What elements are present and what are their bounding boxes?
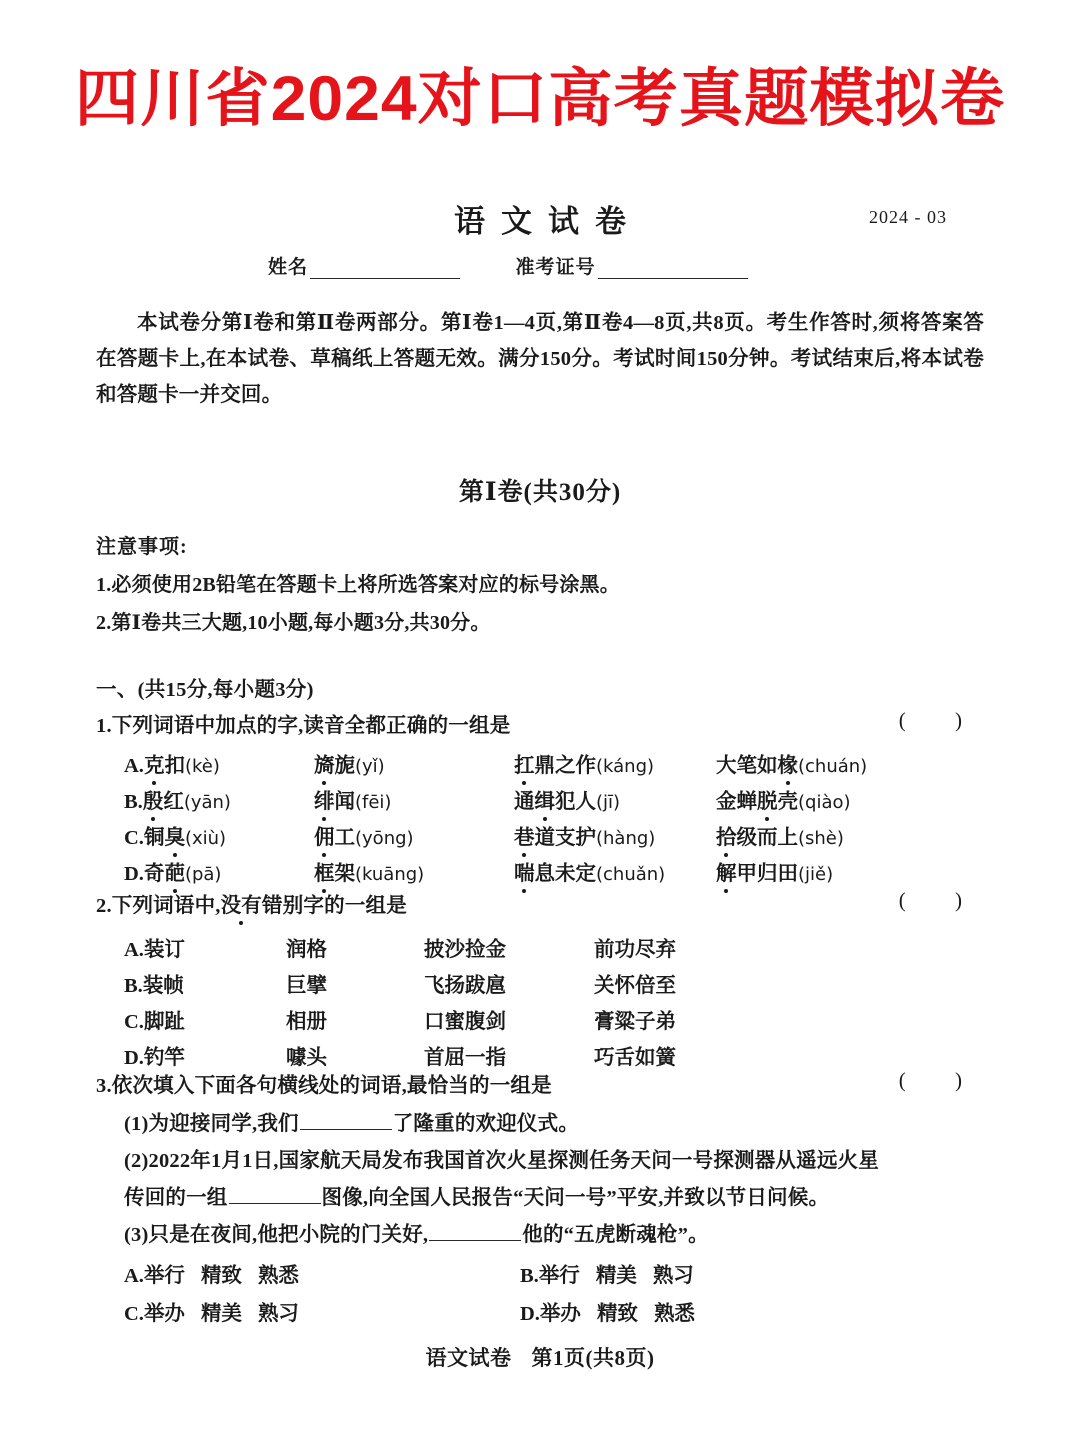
notice-item-1: 1.必须使用2B铅笔在答题卡上将所选答案对应的标号涂黑。	[96, 574, 620, 596]
q3-d-w2: 精致	[596, 1303, 638, 1325]
q1b3-post: 犯人	[555, 791, 596, 813]
q2-d-col-2: 噱头	[286, 1047, 327, 1069]
q3s3-blank[interactable]	[429, 1224, 521, 1241]
q1d1-pinyin: (pā)	[184, 864, 222, 885]
question-1-answer-bracket[interactable]: ( )	[898, 708, 984, 732]
q3s1-blank[interactable]	[300, 1113, 392, 1130]
q1b3-dot: 缉	[535, 784, 556, 814]
q3-c-label: C.	[124, 1303, 144, 1325]
ticket-field[interactable]	[516, 252, 748, 279]
section-heading: 第Ⅰ卷(共30分)	[458, 479, 622, 506]
q3s2-blank[interactable]	[229, 1187, 321, 1204]
name-label: 姓名	[268, 257, 309, 278]
q2d1: 钓竿	[143, 1047, 185, 1069]
q1d1-dot: 葩	[164, 856, 185, 886]
q1d1-pre: 奇	[143, 863, 165, 885]
q1-c-col-2	[314, 820, 414, 850]
q1a2-dot: 旖	[314, 748, 335, 778]
q1a2-pinyin: (yǐ)	[355, 756, 385, 777]
question-3-stem	[96, 1068, 984, 1098]
q2b1: 装帧	[142, 975, 184, 997]
question-2-option-c[interactable]	[124, 1004, 984, 1040]
q1b4-pinyin: (qiào)	[798, 792, 851, 813]
q3-b-w1: 举行	[538, 1265, 580, 1287]
q1-b-label: B.	[124, 791, 143, 813]
q2-c-label: C.	[124, 1011, 144, 1033]
q1b1-pinyin: (yān)	[183, 792, 231, 813]
question-3-sub-3	[124, 1217, 984, 1254]
question-3-sub-2-line-1	[124, 1143, 984, 1180]
footer-paper-name: 语文试卷	[425, 1346, 512, 1370]
q1a1-pinyin: (kè)	[184, 756, 220, 777]
q1c1-dot: 臭	[164, 820, 185, 850]
q2-d-col-3: 首屈一指	[424, 1047, 506, 1069]
name-input-rule[interactable]	[310, 261, 460, 279]
q1c3-post: 道支护	[534, 827, 596, 849]
q1-c-col-4	[716, 820, 844, 850]
q1-b-col-3	[514, 784, 620, 814]
q1-a-col-2	[314, 748, 385, 778]
q3-c-w3: 熟习	[257, 1303, 299, 1325]
notice-title: 注意事项:	[96, 536, 188, 558]
question-3-option-b[interactable]	[520, 1258, 694, 1288]
question-1-stem	[96, 708, 984, 738]
question-1-option-a[interactable]	[124, 748, 984, 784]
q2-d-col-1	[124, 1040, 185, 1070]
q3s1-pre: (1)为迎接同学,我们	[124, 1113, 299, 1135]
q2-b-col-3: 飞扬跋扈	[424, 975, 506, 997]
q1a3-pinyin: (káng)	[596, 756, 655, 777]
paper-header	[0, 196, 1080, 242]
q2-b-col-4: 关怀倍至	[594, 975, 676, 997]
q1b3-pinyin: (jī)	[596, 792, 621, 813]
q1b1-dot: 殷	[143, 784, 164, 814]
page-footer	[0, 1342, 1080, 1372]
name-field[interactable]	[268, 252, 460, 279]
q2-c-col-3: 口蜜腹剑	[424, 1011, 506, 1033]
ticket-input-rule[interactable]	[598, 261, 748, 279]
q3-d-w1: 举办	[539, 1303, 581, 1325]
question-2-number: 2.	[96, 895, 112, 917]
q2-d-col-4: 巧舌如簧	[594, 1047, 676, 1069]
question-3-option-d[interactable]	[520, 1296, 695, 1326]
q1d3-pinyin: (chuǎn)	[596, 864, 666, 885]
question-1-option-c[interactable]	[124, 820, 984, 856]
q3s3-post: 他的“五虎断魂枪”。	[522, 1224, 709, 1246]
q1b2-post: 闻	[334, 791, 355, 813]
q1-d-col-2	[314, 856, 424, 886]
q3-a-w2: 精致	[200, 1265, 242, 1287]
q3s3-pre: (3)只是在夜间,他把小院的门关好,	[124, 1224, 429, 1246]
q2-d-label: D.	[124, 1047, 144, 1069]
q1b1-post: 红	[163, 791, 184, 813]
q1c2-post: 工	[334, 827, 355, 849]
question-2-option-b[interactable]	[124, 968, 984, 1004]
question-3-answers-row-1	[124, 1258, 984, 1296]
q1-a-col-1	[124, 748, 220, 778]
q3-b-w3: 熟习	[652, 1265, 694, 1287]
q1b4-pre: 金蝉	[716, 791, 757, 813]
question-3-answer-bracket[interactable]: ( )	[898, 1068, 984, 1092]
q3-b-label: B.	[520, 1265, 539, 1287]
q2-a-col-2: 润格	[286, 939, 327, 961]
exam-instructions-text: 本试卷分第Ⅰ卷和第Ⅱ卷两部分。第Ⅰ卷1—4页,第Ⅱ卷4—8页,共8页。考生作答时,须将答案答在答题卡上,在本试卷、草稿纸上答题无效。满分150分。考试时间150分钟。考试结束后,将本试卷和答题卡一并交回。	[96, 312, 984, 406]
q1c3-pinyin: (hàng)	[596, 828, 656, 849]
q2-a-label: A.	[124, 939, 144, 961]
q1a4-pinyin: (chuán)	[798, 756, 868, 777]
q1c1-pinyin: (xiù)	[184, 828, 227, 849]
q1-d-col-1	[124, 856, 221, 886]
q1-b-col-4	[716, 784, 851, 814]
candidate-id-line	[268, 252, 888, 284]
question-1-number: 1.	[96, 715, 112, 737]
question-2-dot-1: 没有	[221, 888, 262, 918]
question-3-sub-1	[124, 1106, 984, 1143]
q2-c-col-1	[124, 1004, 185, 1034]
q1a4-dot: 椽	[778, 748, 799, 778]
q1b4-post: 壳	[777, 791, 798, 813]
q1a2-post: 旎	[334, 755, 355, 777]
q1-a-col-4	[716, 748, 867, 778]
q1-a-label: A.	[124, 755, 144, 777]
q1c4-post: 级而上	[736, 827, 798, 849]
question-3-option-a[interactable]	[124, 1258, 299, 1288]
q3s2-line2-pre: 传回的一组	[124, 1187, 228, 1209]
q2-b-col-1	[124, 968, 184, 998]
q1c1-pre: 铜	[143, 827, 165, 849]
q1a1-post: 扣	[164, 755, 185, 777]
notice-block	[96, 528, 976, 642]
question-3-sub-2-line-2	[124, 1180, 984, 1217]
q2-a-col-3: 披沙捡金	[424, 939, 506, 961]
q2-c-col-4: 膏粱子弟	[594, 1011, 676, 1033]
paper-date: 2024 - 03	[869, 207, 947, 227]
q1b4-dot: 脱	[757, 784, 778, 814]
part-one-heading: 一、(共15分,每小题3分)	[96, 679, 314, 701]
q1-d-col-4	[716, 856, 833, 886]
q3-c-w1: 举办	[143, 1303, 185, 1325]
q1b2-pinyin: (fēi)	[355, 792, 392, 813]
question-3-option-c[interactable]	[124, 1296, 299, 1326]
q1-d-label: D.	[124, 863, 144, 885]
q1d4-pinyin: (jiě)	[798, 864, 834, 885]
question-2-stem	[96, 888, 984, 918]
question-1-option-b[interactable]	[124, 784, 984, 820]
exam-instructions	[96, 305, 984, 413]
q3s2-pre: (2)2022年1月1日,国家航天局发布我国首次火星探测任务天问一号探测器从遥远火星	[124, 1150, 879, 1172]
question-3-answers-row-2	[124, 1296, 984, 1334]
paper-title: 语文试卷	[454, 204, 642, 239]
q1a3-post: 鼎之作	[534, 755, 596, 777]
q2-b-col-2: 巨擘	[286, 975, 327, 997]
q1d3-dot: 喘	[514, 856, 535, 886]
q2-c-col-2: 相册	[286, 1011, 327, 1033]
question-2-option-a[interactable]	[124, 932, 984, 968]
q1c4-dot: 拾	[716, 820, 737, 850]
q1-b-col-1	[124, 784, 231, 814]
q1b3-pre: 通	[514, 791, 535, 813]
q1d4-dot: 解	[716, 856, 737, 886]
notice-item-2: 2.第Ⅰ卷共三大题,10小题,每小题3分,共30分。	[96, 612, 491, 634]
q3-a-label: A.	[124, 1265, 144, 1287]
question-1-option-d[interactable]	[124, 856, 984, 892]
question-2-text-pre: 下列词语中,	[111, 895, 221, 917]
q1d2-dot: 框	[314, 856, 335, 886]
q1-b-col-2	[314, 784, 391, 814]
q1-c-col-3	[514, 820, 655, 850]
question-2-answer-bracket[interactable]: ( )	[898, 888, 984, 912]
q3s2-line2-post: 图像,向全国人民报告“天问一号”平安,并致以节日问候。	[321, 1187, 830, 1209]
q3-a-w3: 熟悉	[257, 1265, 299, 1287]
question-2-text-post: 错别字的一组是	[262, 895, 407, 917]
question-3	[96, 1068, 984, 1334]
q1c3-dot: 巷	[514, 820, 535, 850]
q3-d-w3: 熟悉	[653, 1303, 695, 1325]
q2c1: 脚趾	[143, 1011, 185, 1033]
question-2	[96, 888, 984, 1076]
q1-c-col-1	[124, 820, 226, 850]
question-3-number: 3.	[96, 1075, 112, 1097]
q2-b-label: B.	[124, 975, 143, 997]
question-1-text: 下列词语中加点的字,读音全都正确的一组是	[111, 715, 511, 737]
q1d4-post: 甲归田	[736, 863, 798, 885]
q3-c-w2: 精美	[200, 1303, 242, 1325]
q3-b-w2: 精美	[595, 1265, 637, 1287]
q1-d-col-3	[514, 856, 665, 886]
footer-page-info: 第1页(共8页)	[531, 1346, 655, 1370]
banner-title: 四川省2024对口高考真题模拟卷	[74, 64, 1006, 134]
q3-a-w1: 举行	[143, 1265, 185, 1287]
q1a4-pre: 大笔如	[716, 755, 778, 777]
q2a1: 装订	[143, 939, 185, 961]
q1a1-dot: 克	[144, 748, 165, 778]
question-3-text: 依次填入下面各句横线处的词语,最恰当的一组是	[111, 1075, 552, 1097]
q1d3-post: 息未定	[534, 863, 596, 885]
q3s1-post: 了隆重的欢迎仪式。	[392, 1113, 580, 1135]
q1c4-pinyin: (shè)	[798, 828, 844, 849]
q2-a-col-1	[124, 932, 185, 962]
q1-a-col-3	[514, 748, 654, 778]
q1c2-pinyin: (yōng)	[355, 828, 414, 849]
q3-d-label: D.	[520, 1303, 540, 1325]
q1c2-dot: 佣	[314, 820, 335, 850]
q2-a-col-4: 前功尽弃	[594, 939, 676, 961]
ticket-label: 准考证号	[515, 257, 596, 278]
q1d2-pinyin: (kuāng)	[355, 864, 425, 885]
q1d2-post: 架	[334, 863, 355, 885]
q1-c-label: C.	[124, 827, 144, 849]
q1b2-dot: 绯	[314, 784, 335, 814]
q1a3-dot: 扛	[514, 748, 535, 778]
question-1	[96, 708, 984, 892]
